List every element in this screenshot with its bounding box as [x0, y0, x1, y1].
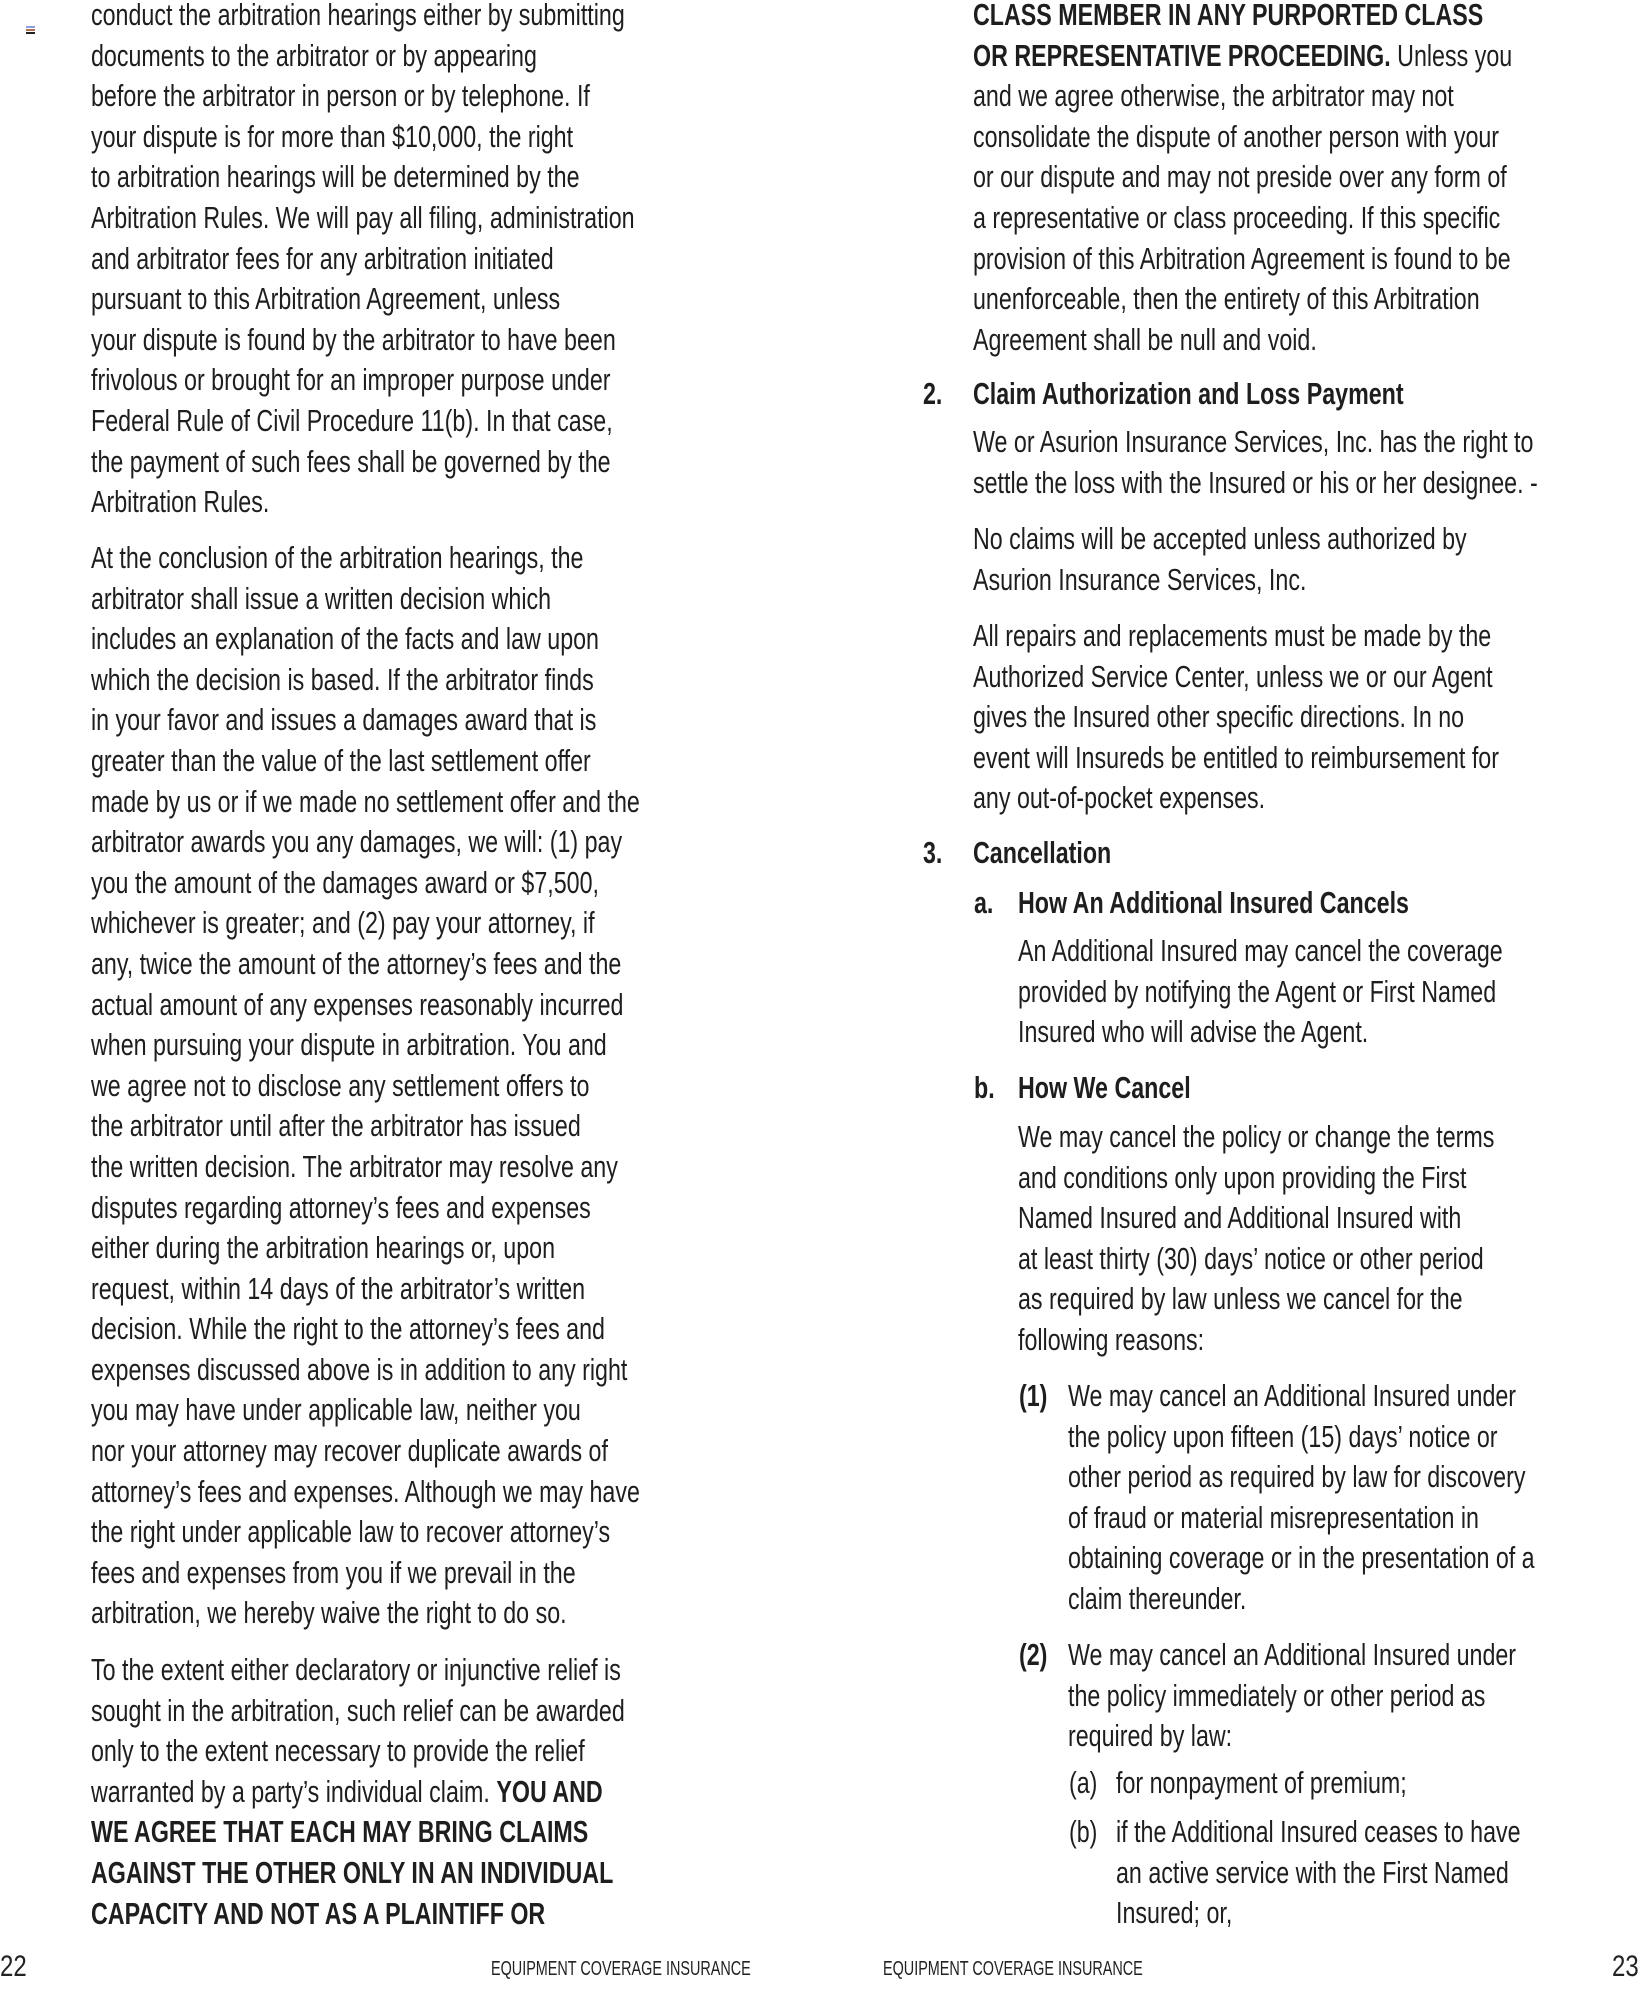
list-marker: b. — [974, 1070, 995, 1105]
text-line: for nonpayment of premium; — [1116, 1765, 1407, 1800]
list-marker: 2. — [923, 376, 943, 411]
paragraph — [91, 1650, 803, 1934]
text-line: We may cancel the policy or change the terms — [1018, 1119, 1495, 1154]
text-line: obtaining coverage or in the presentation of a — [1068, 1540, 1535, 1576]
text-line: provided by notifying the Agent or First Named — [1018, 973, 1497, 1009]
section-heading — [923, 374, 1547, 415]
list-marker: (2) — [1019, 1637, 1048, 1672]
text-line: We or Asurion Insurance Services, Inc. has the right to — [973, 424, 1534, 459]
list-marker: a. — [974, 885, 994, 920]
text-line — [91, 1772, 625, 1813]
text-line: any out-of-pocket expenses. — [973, 780, 1266, 816]
text-line: the policy immediately or other period as — [1068, 1677, 1486, 1713]
text-line: We may cancel an Additional Insured under — [1068, 1378, 1517, 1413]
list-marker: (a) — [1069, 1765, 1098, 1800]
text-line: made by us or if we made no settlement offer and the — [91, 783, 640, 819]
text-line: Agreement shall be null and void. — [973, 321, 1317, 357]
bold-text: CLASS MEMBER IN ANY PURPORTED CLASS — [973, 0, 1484, 32]
text-line: attorney’s fees and expenses. Although we may have — [91, 1473, 640, 1509]
text-line: whichever is greater; and (2) pay your attorney, if — [91, 905, 595, 941]
bold-text: CAPACITY AND NOT AS A PLAINTIFF OR — [91, 1895, 546, 1931]
text-line: required by law: — [1068, 1718, 1233, 1754]
text-line: you may have under applicable law, neither you — [91, 1392, 581, 1428]
text-line: Federal Rule of Civil Procedure 11(b). In that case, — [91, 402, 613, 438]
paragraph — [91, 538, 823, 1634]
text-line: Named Insured and Additional Insured with — [1018, 1200, 1462, 1236]
text-line: you the amount of the damages award or $7,500, — [91, 864, 599, 900]
text-line: as required by law unless we cancel for the — [1018, 1281, 1463, 1317]
text-line: consolidate the dispute of another person with your — [973, 118, 1500, 154]
text-line: before the arbitrator in person or by telephone. If — [91, 78, 590, 114]
paragraph — [973, 422, 1648, 503]
text-line: event will Insureds be entitled to reimbursement for — [973, 739, 1499, 775]
text-line: An Additional Insured may cancel the coverage — [1018, 933, 1503, 968]
text-line: Arbitration Rules. We will pay all filing, administration — [91, 199, 635, 235]
text: Unless you — [1390, 37, 1513, 73]
text-line: following reasons: — [1018, 1321, 1205, 1357]
text-line: We may cancel an Additional Insured under — [1068, 1637, 1517, 1672]
text-line: and conditions only upon providing the First — [1018, 1159, 1467, 1195]
text-line: settle the loss with the Insured or his or her designee. - — [973, 464, 1538, 500]
text-line: other period as required by law for discovery — [1068, 1459, 1526, 1495]
list-marker: (1) — [1019, 1378, 1048, 1413]
text-line: expenses discussed above is in addition to any right — [91, 1351, 628, 1387]
text-line: actual amount of any expenses reasonably incurred — [91, 986, 624, 1022]
paragraph — [973, 0, 1648, 360]
text-line: the right under applicable law to recover attorney’s — [91, 1514, 611, 1550]
list-item — [1069, 1812, 1648, 1934]
text-line: No claims will be accepted unless authorized by — [973, 521, 1467, 556]
text-line: conduct the arbitration hearings either by submitting — [91, 0, 625, 32]
paragraph — [973, 616, 1648, 819]
text-line: gives the Insured other specific directions. In no — [973, 699, 1465, 735]
text-line: or our dispute and may not preside over any form of — [973, 159, 1507, 195]
bold-text: AGAINST THE OTHER ONLY IN AN INDIVIDUAL — [91, 1854, 614, 1890]
text-line: Insured; or, — [1116, 1895, 1233, 1931]
paragraph — [1018, 931, 1648, 1053]
text-line: Cancellation — [973, 835, 1112, 870]
text-line: Insured who will advise the Agent. — [1018, 1014, 1369, 1050]
text-line: and arbitrator fees for any arbitration initiated — [91, 240, 554, 276]
paragraph — [1018, 1117, 1648, 1361]
text-line: To the extent either declaratory or injunctive relief is — [91, 1652, 621, 1687]
text-line: to arbitration hearings will be determined by the — [91, 159, 580, 195]
text-line: arbitrator awards you any damages, we will: (1) pay — [91, 824, 623, 860]
text-line: Asurion Insurance Services, Inc. — [973, 561, 1307, 597]
text-line: includes an explanation of the facts and law upon — [91, 621, 599, 657]
text: warranted by a party’s individual claim. — [91, 1773, 497, 1809]
text-line — [91, 1894, 625, 1935]
text-line: the payment of such fees shall be governed by the — [91, 443, 611, 479]
text-line — [91, 1853, 625, 1894]
bold-text: OR REPRESENTATIVE PROCEEDING. — [973, 37, 1391, 73]
text-line: only to the extent necessary to provide the relief — [91, 1733, 585, 1769]
text-line: Authorized Service Center, unless we or our Agent — [973, 658, 1493, 694]
text-line: a representative or class proceeding. If this specific — [973, 199, 1501, 235]
list-marker: (b) — [1069, 1814, 1098, 1849]
text-line: frivolous or brought for an improper purpose under — [91, 362, 611, 398]
text-line: disputes regarding attorney’s fees and expenses — [91, 1189, 591, 1225]
text-line: pursuant to this Arbitration Agreement, unless — [91, 281, 561, 317]
text-line: provision of this Arbitration Agreement is found to be — [973, 240, 1511, 276]
text-line: the written decision. The arbitrator may resolve any — [91, 1148, 618, 1184]
text-line: at least thirty (30) days’ notice or other period — [1018, 1240, 1484, 1276]
text-line: sought in the arbitration, such relief can be awarded — [91, 1692, 625, 1728]
page-number-left: 22 — [0, 1950, 27, 1983]
text-line: which the decision is based. If the arbitrator finds — [91, 661, 594, 697]
running-title-right: EQUIPMENT COVERAGE INSURANCE — [883, 1958, 1143, 1980]
page-number-right: 23 — [1612, 1950, 1639, 1983]
text-line: unenforceable, then the entirety of this Arbitration — [973, 281, 1480, 317]
list-item — [1069, 1763, 1504, 1804]
text-line: fees and expenses from you if we prevail in the — [91, 1554, 576, 1590]
text-line: the policy upon fifteen (15) days’ notice or — [1068, 1418, 1498, 1454]
text-line: arbitration, we hereby waive the right to do so. — [91, 1595, 567, 1631]
section-heading — [923, 833, 1157, 874]
text-line: nor your attorney may recover duplicate awards of — [91, 1433, 608, 1469]
list-item — [1019, 1376, 1648, 1620]
text-line: the arbitrator until after the arbitrator has issued — [91, 1108, 581, 1144]
text-line: Arbitration Rules. — [91, 484, 270, 520]
text-line: request, within 14 days of the arbitrator’s written — [91, 1270, 586, 1306]
text-line: we agree not to disclose any settlement offers to — [91, 1067, 590, 1103]
text-line: of fraud or material misrepresentation in — [1068, 1499, 1479, 1535]
text-line: All repairs and replacements must be made by the — [973, 618, 1492, 653]
text-line: How We Cancel — [1018, 1070, 1191, 1105]
section-heading — [974, 883, 1539, 924]
text-line: your dispute is for more than $10,000, the right — [91, 118, 574, 154]
text-line: At the conclusion of the arbitration hearings, the — [91, 540, 584, 575]
list-item — [1019, 1635, 1648, 1757]
bold-text: WE AGREE THAT EACH MAY BRING CLAIMS — [91, 1814, 589, 1850]
text-line: decision. While the right to the attorney’s fees and — [91, 1311, 605, 1347]
text-line: an active service with the First Named — [1116, 1854, 1509, 1890]
list-marker: 3. — [923, 835, 943, 870]
text-line — [973, 36, 1512, 77]
paragraph — [973, 519, 1631, 600]
bold-text: YOU AND — [496, 1773, 603, 1809]
text-line — [973, 0, 1512, 36]
text-line: claim thereunder. — [1068, 1580, 1247, 1616]
running-title-left: EQUIPMENT COVERAGE INSURANCE — [491, 1958, 751, 1980]
text-line: greater than the value of the last settlement offer — [91, 742, 591, 778]
text-line: documents to the arbitrator or by appearing — [91, 37, 537, 73]
paragraph — [91, 0, 816, 523]
text-line: How An Additional Insured Cancels — [1018, 885, 1409, 920]
text-line: when pursuing your dispute in arbitration. You and — [91, 1027, 607, 1063]
text-line: if the Additional Insured ceases to have — [1116, 1814, 1521, 1849]
text-line: and we agree otherwise, the arbitrator may not — [973, 78, 1454, 114]
text-line: Claim Authorization and Loss Payment — [973, 376, 1404, 411]
section-heading — [974, 1068, 1248, 1109]
text-line: arbitrator shall issue a written decision which — [91, 580, 552, 616]
text-line — [91, 1812, 625, 1853]
text-line: any, twice the amount of the attorney’s fees and the — [91, 945, 622, 981]
text-line: in your favor and issues a damages award that is — [91, 702, 597, 738]
menu-icon — [26, 26, 35, 35]
text-line: either during the arbitration hearings or, upon — [91, 1230, 556, 1266]
text-line: your dispute is found by the arbitrator to have been — [91, 321, 616, 357]
